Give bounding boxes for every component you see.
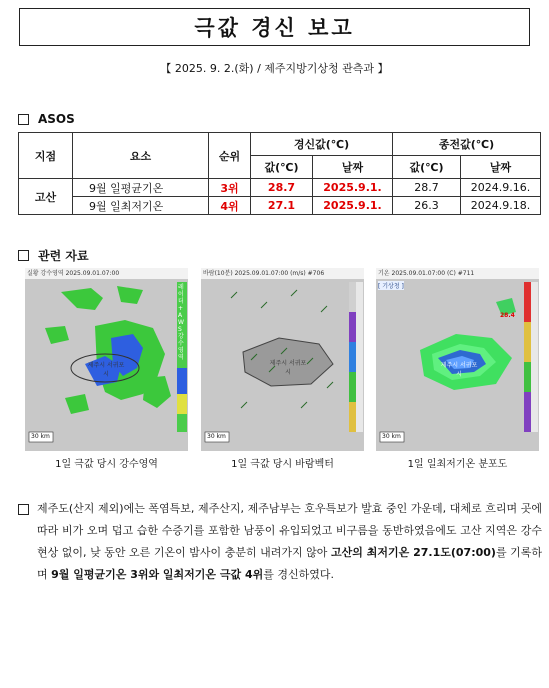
header-previous-date: 날짜 bbox=[461, 156, 541, 179]
related-maps bbox=[25, 268, 545, 454]
temperature-value-label: 28.4 bbox=[500, 312, 515, 319]
new-value-cell: 27.1 bbox=[251, 197, 313, 215]
table-row bbox=[19, 179, 541, 197]
wind-map-place: 제주시 서귀포시 bbox=[269, 360, 307, 376]
temperature-map-scale: 30 km bbox=[382, 433, 401, 440]
temperature-map-header: 기온 2025.09.01.07:00 (C) #711 bbox=[378, 270, 475, 277]
asos-section-label: ASOS bbox=[38, 112, 75, 126]
new-value-cell: 28.7 bbox=[251, 179, 313, 197]
header-renewed-date: 날짜 bbox=[313, 156, 393, 179]
temperature-map bbox=[376, 268, 539, 451]
summary-paragraph bbox=[18, 498, 542, 586]
wind-map-header: 바람(10분) 2025.09.01.07:00 (m/s) #706 bbox=[203, 270, 325, 277]
precip-map-place: 제주시 서귀포시 bbox=[87, 362, 125, 378]
summary-text-1: 제주도(산지 제외)에는 폭염특보, 제주산지, 제주남부는 호우특보가 발효 중인 가운데, 대체로 흐리며 곳에 따라 비가 오며 덥고 습한 수증기를 포함한 남풍이 유입되었고 비구름을 동반하였음에도 고산 지역은 강수현상 없이, 낮 동안 오른 기온이 밤사이 충분히 내려가지 않아 bbox=[37, 502, 542, 559]
new-date-cell: 2025.9.1. bbox=[313, 179, 393, 197]
report-title-box bbox=[19, 8, 530, 46]
summary-text-3: 를 경신하였다. bbox=[263, 568, 334, 581]
precip-map-legend-label: 레이더+AWS 강수영역 bbox=[178, 284, 184, 361]
element-cell: 9월 일평균기온 bbox=[73, 179, 209, 197]
header-element: 요소 bbox=[73, 133, 209, 179]
rank-cell: 4위 bbox=[209, 197, 251, 215]
precip-map-scale: 30 km bbox=[31, 433, 50, 440]
old-value-cell: 26.3 bbox=[393, 197, 461, 215]
station-cell: 고산 bbox=[19, 179, 73, 215]
header-renewed-value: 값(℃) bbox=[251, 156, 313, 179]
asos-table bbox=[18, 132, 541, 215]
summary-text-2: 를 기록하며 bbox=[37, 546, 542, 581]
square-bullet-icon bbox=[18, 250, 29, 261]
summary-bold-2: 9월 일평균기온 3위와 일최저기온 극값 4위 bbox=[51, 568, 264, 581]
wind-map bbox=[201, 268, 364, 451]
header-previous: 종전값(℃) bbox=[393, 133, 541, 156]
wind-map-scale: 30 km bbox=[207, 433, 226, 440]
element-cell: 9월 일최저기온 bbox=[73, 197, 209, 215]
precip-map-caption: 1일 극값 당시 강수영역 bbox=[55, 459, 158, 470]
related-section-heading bbox=[18, 247, 89, 264]
temperature-map-place: 제주시 서귀포시 bbox=[440, 362, 478, 378]
square-bullet-icon bbox=[18, 114, 29, 125]
old-date-cell: 2024.9.18. bbox=[461, 197, 541, 215]
summary-bold-1: 고산의 최저기온 27.1도(07:00) bbox=[330, 546, 496, 559]
header-station: 지점 bbox=[19, 133, 73, 179]
header-renewed: 경신값(℃) bbox=[251, 133, 393, 156]
report-subtitle: 【 2025. 9. 2.(화) / 제주지방기상청 관측과 】 bbox=[160, 62, 389, 75]
kma-badge: [ 기상청 ] bbox=[378, 283, 404, 290]
wind-map-caption: 1일 극값 당시 바람벡터 bbox=[231, 459, 334, 470]
header-previous-value: 값(℃) bbox=[393, 156, 461, 179]
asos-section-heading bbox=[18, 112, 75, 126]
table-row bbox=[19, 197, 541, 215]
related-section-label: 관련 자료 bbox=[38, 249, 89, 263]
square-bullet-icon bbox=[18, 504, 29, 515]
report-title: 극값 경신 보고 bbox=[194, 16, 355, 40]
old-date-cell: 2024.9.16. bbox=[461, 179, 541, 197]
old-value-cell: 28.7 bbox=[393, 179, 461, 197]
header-rank: 순위 bbox=[209, 133, 251, 179]
new-date-cell: 2025.9.1. bbox=[313, 197, 393, 215]
rank-cell: 3위 bbox=[209, 179, 251, 197]
precip-map bbox=[25, 268, 188, 451]
precip-map-header: 실황 강수영역 2025.09.01.07:00 bbox=[27, 270, 120, 277]
temperature-map-caption: 1일 일최저기온 분포도 bbox=[407, 459, 508, 470]
